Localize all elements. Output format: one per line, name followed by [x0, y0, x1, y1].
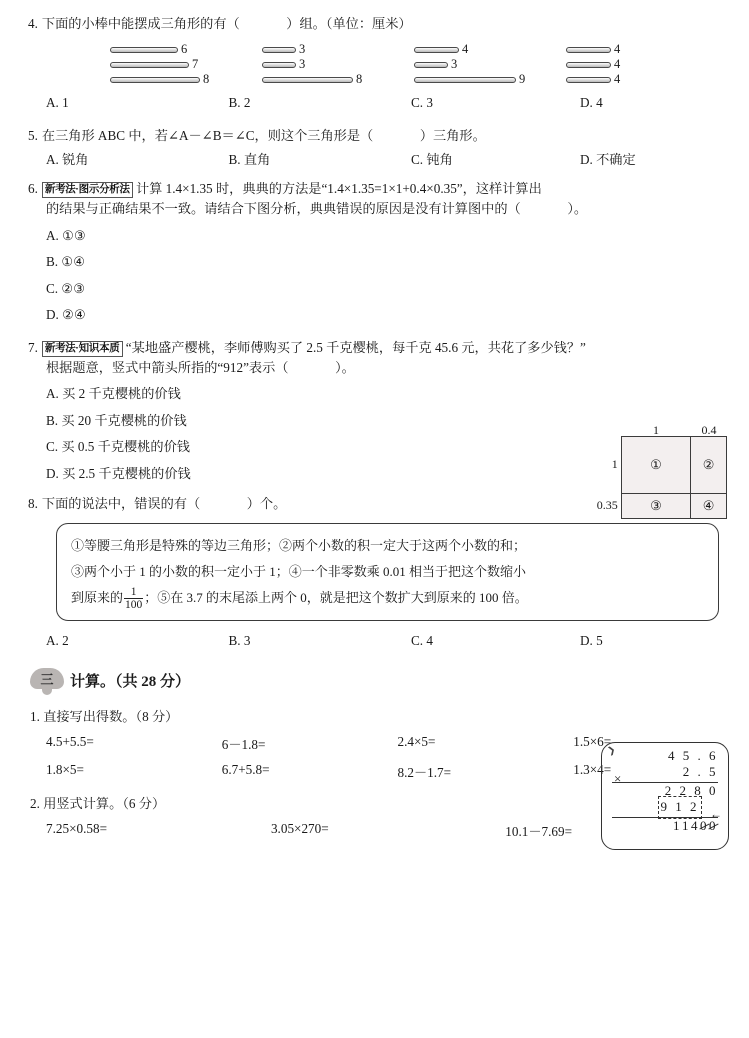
question-8-stem [0, 494, 749, 514]
stick-group-2 [262, 42, 414, 87]
pointer-arrow-icon: ← [710, 806, 722, 821]
calc-item[interactable]: 10.1－7.69= [505, 823, 573, 839]
statement-line-3 [71, 585, 704, 612]
stick-group-4 [566, 42, 718, 87]
subsection-1-title: 直接写出得数。（8 分） [43, 708, 179, 724]
calc-item[interactable]: 2.4×5= [397, 733, 436, 749]
calc-item[interactable]: 1.3×4= [573, 761, 612, 777]
stick-item [566, 42, 718, 57]
option-a[interactable]: A. 买 2 千克樱桃的价钱 [46, 386, 181, 402]
multiplicand: 4 5 . 6 [668, 748, 718, 764]
option-d[interactable]: D. ②④ [46, 307, 86, 323]
stick-group-3 [414, 42, 566, 87]
option-a[interactable]: A. 2 [46, 633, 69, 649]
column-label-2: 0.4 [701, 422, 717, 437]
result-digit-1: 1 [673, 818, 682, 834]
question-8-text-after: ）个。 [246, 496, 287, 512]
partial-product-2-highlighted: 9 1 2 [658, 796, 703, 818]
question-6-options [0, 226, 749, 326]
option-d[interactable]: D. 不确定 [580, 152, 636, 168]
stick-label: 9 [519, 72, 526, 87]
subsection-1-number: 1. [30, 708, 40, 724]
question-5-number: 5. [28, 127, 38, 143]
question-8-statement-box [56, 523, 719, 622]
stick-label: 7 [192, 57, 199, 72]
calc-item[interactable]: 6.7+5.8= [221, 761, 270, 777]
calc-item[interactable]: 1.8×5= [46, 761, 84, 777]
calc-item[interactable]: 8.2－1.7= [397, 764, 452, 780]
exam-page [0, 14, 749, 1038]
question-7-line2: 根据题意，竖式中箭头所指的“912”表示（ [46, 359, 289, 375]
stick-item [262, 57, 414, 72]
question-6-line2-row [0, 199, 749, 219]
stick-label: 3 [299, 42, 306, 57]
fraction-numerator: 1 [124, 586, 143, 599]
calc-item[interactable]: 4.5+5.5= [46, 733, 94, 749]
stick-label: 8 [203, 72, 210, 87]
stick-item [110, 72, 262, 87]
question-7-line2-row [0, 358, 749, 378]
result-digit-2: 1 [682, 818, 691, 834]
statement-line-2: ③两个小于 1 的小数的积一定小于 1；④一个非零数乘 0.01 相当于把这个数缩小 [71, 563, 527, 579]
stick-item [414, 72, 566, 87]
calc-item[interactable]: 1.5×6= [573, 733, 612, 749]
new-exam-essence-badge: 新考法·知识本质 [42, 341, 123, 357]
subsection-2-number: 2. [30, 795, 40, 811]
stick-label: 4 [614, 72, 621, 87]
question-7-stem [0, 338, 749, 358]
stick-label: 4 [462, 42, 469, 57]
result-digit-4-struck: 0 [700, 816, 709, 836]
stick-item [262, 72, 414, 87]
option-b[interactable]: B. ①④ [46, 254, 86, 270]
option-c[interactable]: C. 钝角 [411, 152, 453, 168]
question-5-text: 在三角形 ABC 中，若∠A－∠B＝∠C，则这个三角形是（ [41, 127, 374, 143]
option-c[interactable]: C. 4 [411, 633, 433, 649]
stick-item [262, 42, 414, 57]
subsection-1-header [0, 706, 749, 725]
question-5-text-after: ）三角形。 [419, 127, 486, 143]
question-4-number: 4. [28, 16, 38, 31]
section-title: 计算。（共 28 分） [70, 674, 191, 691]
area-cell-1: ① [621, 436, 690, 493]
stick-item [566, 72, 718, 87]
option-a[interactable]: A. ①③ [46, 227, 86, 243]
stick-label: 4 [614, 57, 621, 72]
fraction-denominator: 100 [125, 599, 143, 612]
statement-line-1: ①等腰三角形是特殊的等边三角形；②两个小数的积一定大于这两个小数的和； [71, 537, 527, 553]
stick-label: 4 [614, 42, 621, 57]
option-b[interactable]: B. 2 [228, 95, 251, 111]
question-5-options [0, 150, 749, 170]
question-4-text-after: ）组。（单位：厘米） [286, 16, 412, 31]
question-7-vertical-calculation [601, 742, 729, 850]
calc-item[interactable]: 6－1.8= [221, 736, 266, 752]
stick-label: 8 [356, 72, 363, 87]
stick-label: 3 [451, 57, 458, 72]
calc-item[interactable]: 7.25×0.58= [46, 820, 108, 836]
row-label-2: 0.35 [596, 498, 618, 513]
section-number: 三 [40, 672, 54, 688]
question-6-number: 6. [28, 180, 38, 196]
area-cell-3: ③ [621, 493, 690, 518]
stick-label: 3 [299, 57, 306, 72]
stick-label: 6 [181, 42, 188, 57]
question-6-line2-after: ）。 [567, 201, 588, 217]
section-three-header [0, 666, 749, 696]
question-4-options [0, 93, 749, 113]
stick-item [566, 57, 718, 72]
question-6-stem [0, 179, 749, 199]
question-7-line1: “某地盛产樱桃，李师傅购买了 2.5 千克樱桃，每千克 45.6 元，共花了多少钱？” [125, 339, 586, 355]
question-4 [0, 14, 749, 114]
stick-item [414, 42, 566, 57]
option-b[interactable]: B. 3 [228, 633, 251, 649]
question-4-text-before: 下面的小棒中能摆成三角形的有（ [41, 16, 240, 31]
option-c[interactable]: C. ②③ [46, 280, 86, 296]
question-4-stick-diagram [0, 42, 749, 87]
question-4-stem [0, 14, 749, 34]
option-a[interactable]: A. 1 [46, 95, 69, 111]
option-d[interactable]: D. 5 [580, 633, 603, 649]
option-b[interactable]: B. 直角 [228, 152, 271, 168]
column-label-1: 1 [653, 422, 659, 437]
option-d[interactable]: D. 4 [580, 95, 603, 111]
question-7-options [0, 384, 749, 484]
option-c[interactable]: C. 买 0.5 千克樱桃的价钱 [46, 439, 190, 455]
partial-product-1: 2 2 8 0 [664, 783, 718, 799]
question-7-line2-after: ）。 [335, 359, 355, 375]
question-5 [0, 126, 749, 171]
section-badge-icon [30, 666, 64, 696]
multiply-operator: × [614, 770, 622, 786]
option-d[interactable]: D. 买 2.5 千克樱桃的价钱 [46, 465, 191, 481]
multiplier: 2 . 5 [682, 764, 718, 780]
option-c[interactable]: C. 3 [411, 95, 433, 111]
question-8 [0, 494, 749, 652]
calc-item[interactable]: 3.05×270= [270, 820, 329, 836]
fraction-one-hundredth [124, 586, 143, 612]
statement-line-3-suffix: ；⑤在 3.7 的末尾添上两个 0，就是把这个数扩大到原来的 100 倍。 [144, 589, 528, 605]
subsection-2-title: 用竖式计算。（6 分） [43, 795, 166, 811]
stick-group-1 [110, 42, 262, 87]
result-digit-3: 4 [691, 818, 700, 834]
curl-decoration-icon: ❯ [606, 743, 617, 756]
question-8-options [0, 631, 749, 651]
area-cell-2: ② [691, 436, 727, 493]
row-label-1: 1 [611, 457, 618, 472]
area-cell-4: ④ [691, 493, 727, 518]
result-digit-5-struck: 0 [709, 816, 718, 836]
question-5-stem [0, 126, 749, 146]
option-b[interactable]: B. 买 20 千克樱桃的价钱 [46, 412, 187, 428]
question-7-number: 7. [28, 339, 38, 355]
question-8-text: 下面的说法中，错误的有（ [41, 496, 201, 512]
new-exam-method-badge: 新考法·图示分析法 [42, 182, 133, 198]
stick-item [110, 42, 262, 57]
question-8-number: 8. [28, 496, 38, 512]
option-a[interactable]: A. 锐角 [46, 152, 89, 168]
stick-item [414, 57, 566, 72]
question-6-line1: 计算 1.4×1.35 时，典典的方法是“1.4×1.35=1×1+0.4×0.35”，这样计算出 [135, 180, 542, 196]
statement-line-3-prefix: 到原来的 [71, 589, 124, 605]
stick-item [110, 57, 262, 72]
question-6-line2: 的结果与正确结果不一致。请结合下图分析，典典错误的原因是没有计算图中的（ [46, 201, 521, 217]
calc-result [612, 819, 718, 835]
